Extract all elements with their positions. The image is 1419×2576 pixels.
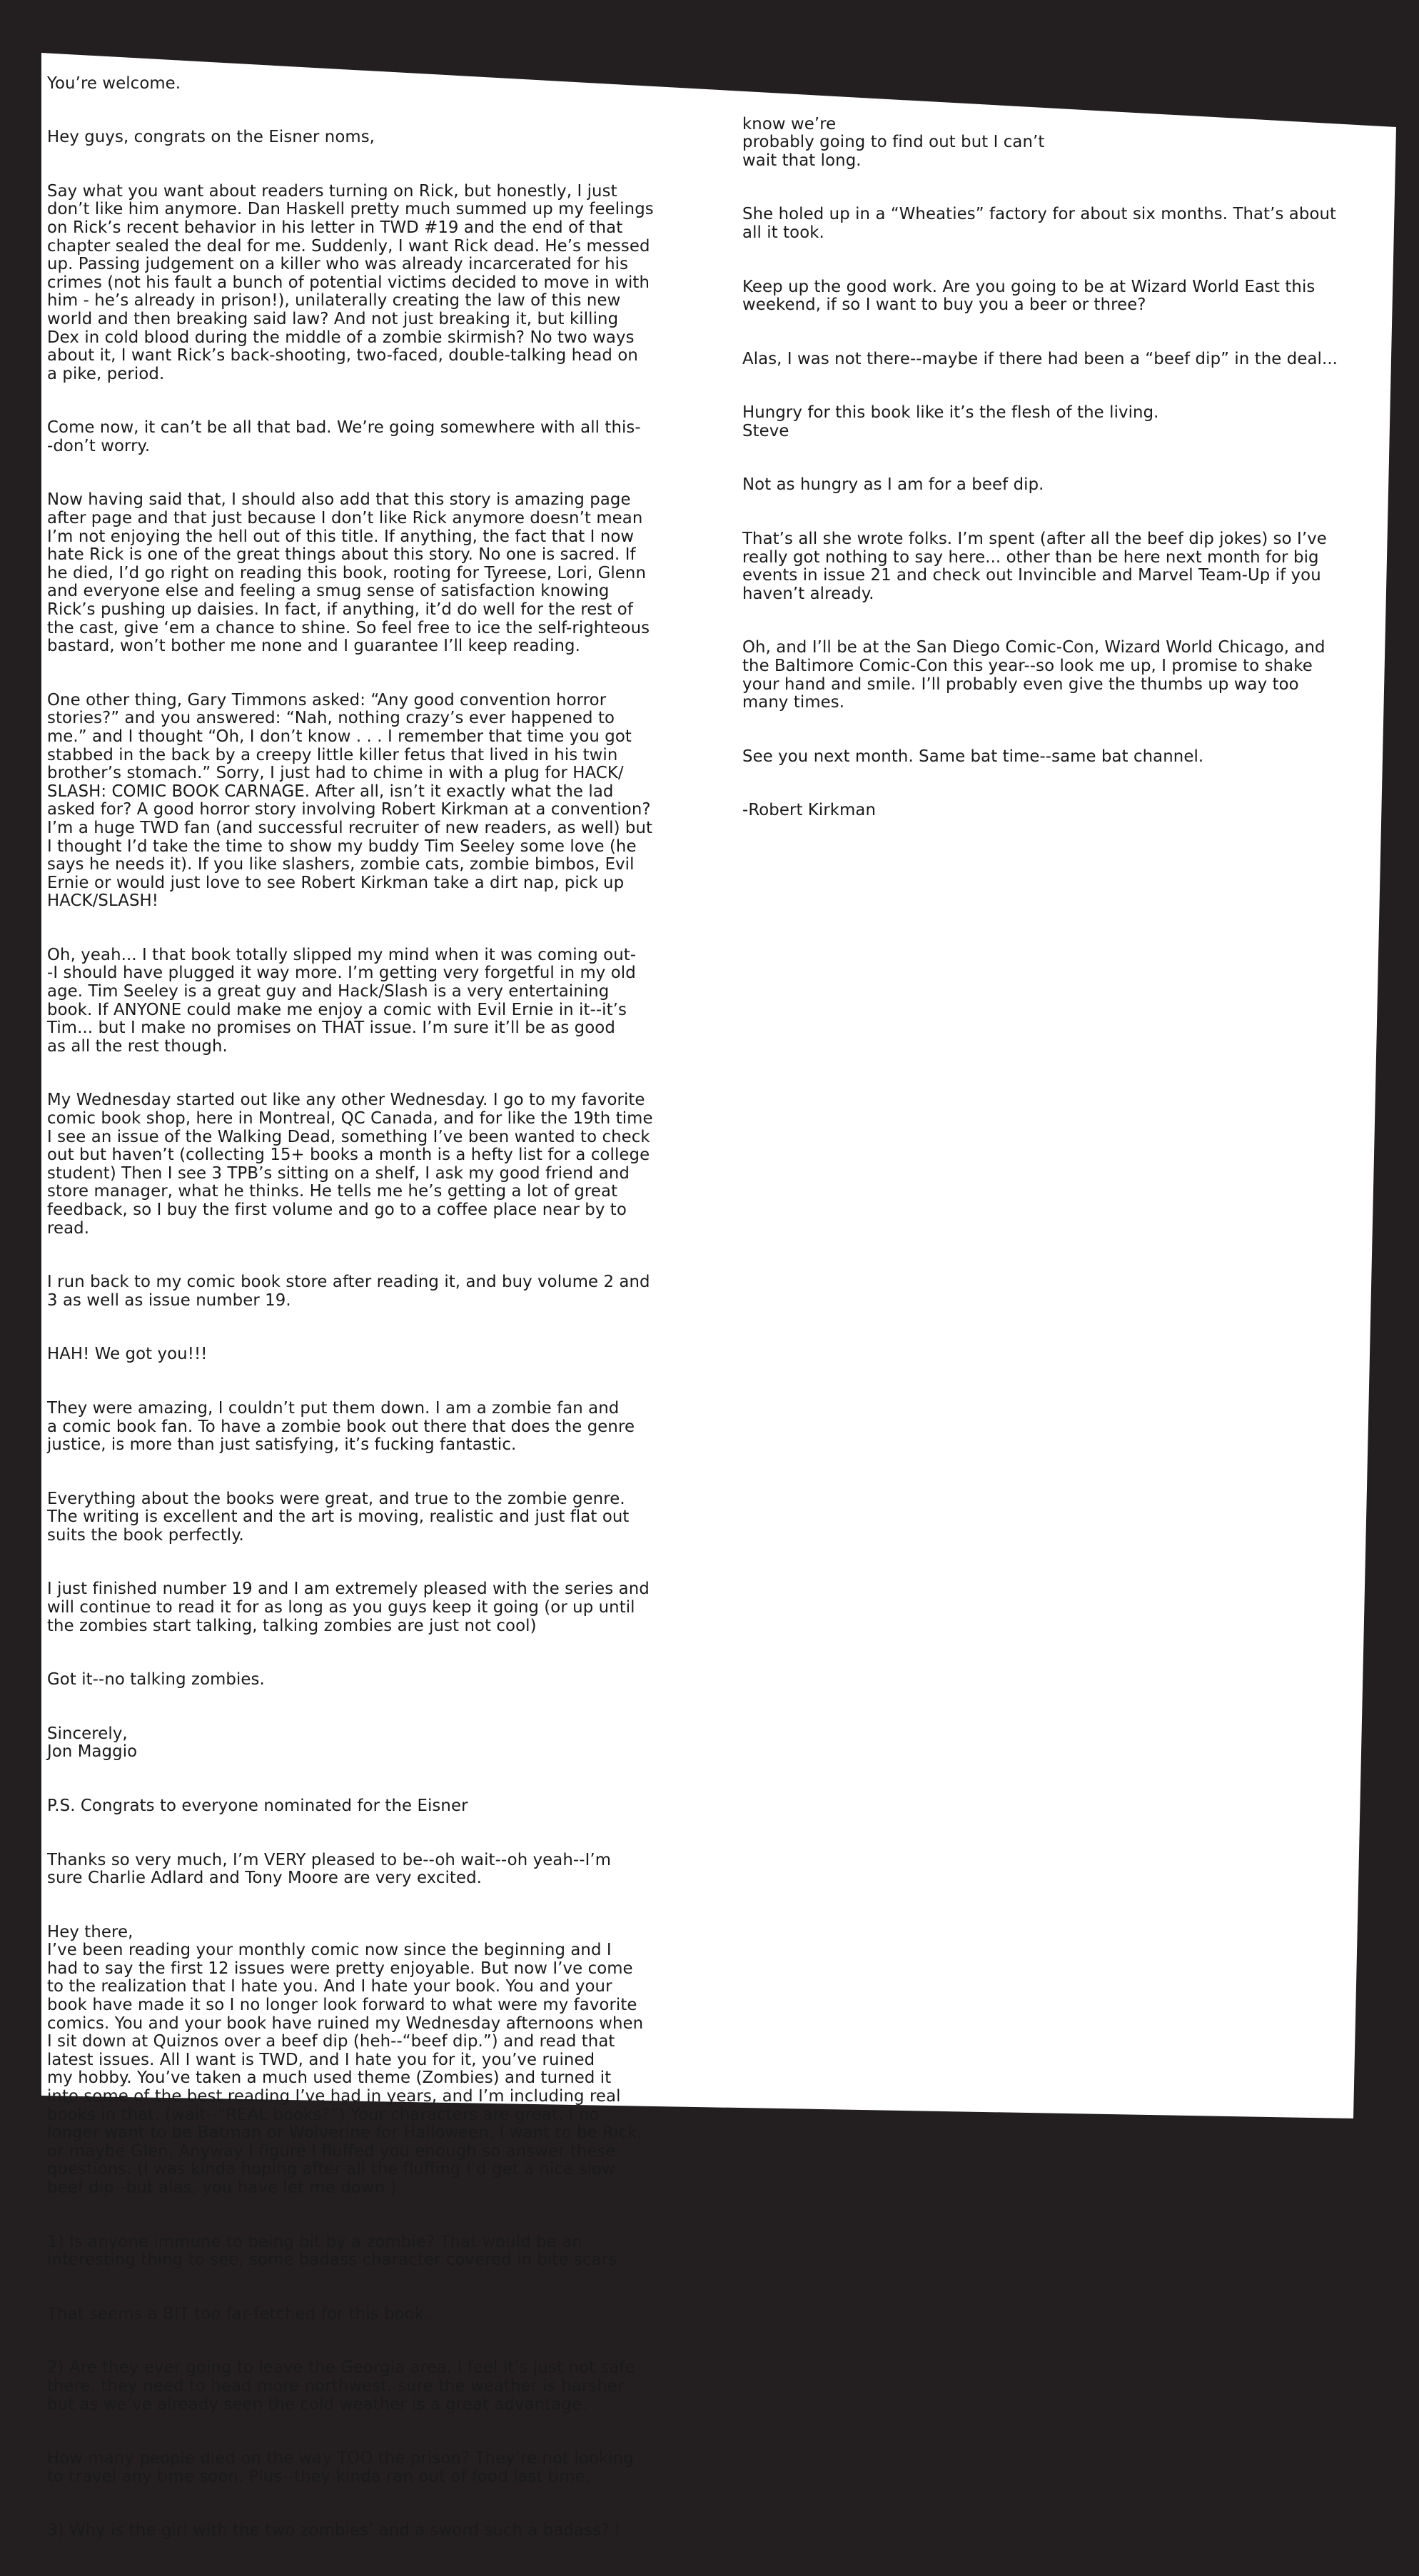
paragraph: HAH! We got you!!! (47, 1345, 208, 1364)
paragraph: How many people died on the way TOO the prison? They’re not looking to travel any time soon. Plus--they kinda ran out of food last time. (47, 2449, 634, 2486)
paragraph: 3) Why is the girl with the two zombies’ and a sword such a badass? I (47, 2521, 620, 2540)
paragraph: Not as hungry as I am for a beef dip. (742, 475, 1044, 495)
paragraph: Got it--no talking zombies. (47, 1670, 265, 1689)
paragraph: Now having said that, I should also add that this story is amazing page after page and that just because I don’t like Rick anymore doesn’t mean I’m not enjoying the hell out of this title. If anything, the fact that I now hate Rick is one of the great things about this story. No one is sacred. If he died, I’d go right on reading this book, rooting for Tyreese, Lori, Glenn and everyone else and feeling a smug sense of satisfaction knowing Rick’s pushing up daisies. In fact, if anything, it’d do well for the rest of the cast, give ‘em a chance to shine. So feel free to ice the self-righteous bastard, won’t bother me none and I guarantee I’ll keep reading. (47, 490, 650, 656)
paragraph: She holed up in a “Wheaties” factory for about six months. That’s about all it took. (742, 205, 1337, 242)
paragraph: See you next month. Same bat time--same bat channel. (742, 747, 1204, 766)
paragraph: Everything about the books were great, and true to the zombie genre. The writing is excellent and the art is moving, realistic and just flat out suits the book perfectly. (47, 1489, 630, 1545)
paragraph: 1) Is anyone immune to being bit by a zombie? That would be an interesting thing to see, some badass character covered in bite scars. (47, 2232, 622, 2270)
left-column (47, 56, 718, 2576)
paragraph: 2) Are they ever going to leave the Georgia area, I feel it’s just not safe there, they need to head more northwest, sure the weather is harsher but as we’ve already seen the cold weather is a great advantage. (47, 2358, 635, 2414)
paragraph: That’s all she wrote folks. I’m spent (after all the beef dip jokes) so I’ve really got nothing to say here... other than be here next month for big events in issue 21 and check out Invincible and Marvel Team-Up if you haven’t already. (742, 530, 1327, 603)
signature: -Robert Kirkman (742, 801, 877, 820)
paragraph: I just finished number 19 and I am extremely pleased with the series and will continue to read it for as long as you guys keep it going (or up until the zombies start talking, talking zombies are just not cool) (47, 1580, 650, 1635)
paragraph: Thanks so very much, I’m VERY pleased to be--oh wait--oh yeah--I’m sure Charlie Adlard and Tony Moore are very excited. (47, 1850, 612, 1888)
paragraph: Come now, it can’t be all that bad. We’re going somewhere with all this- -don’t worry. (47, 418, 641, 455)
paragraph: Alas, I was not there--maybe if there had been a “beef dip” in the deal... (742, 349, 1338, 368)
paragraph: know we’re probably going to find out but I can’t wait that long. (742, 114, 1045, 170)
right-column (742, 97, 1399, 856)
paragraph: Hungry for this book like it’s the flesh of the living. Steve (742, 403, 1159, 440)
paragraph: You’re welcome. (47, 74, 181, 93)
paragraph: Keep up the good work. Are you going to be at Wizard World East this weekend, if so I want to buy you a beer or three? (742, 277, 1316, 315)
paragraph: One other thing, Gary Timmons asked: “Any good convention horror stories?” and you answered: “Nah, nothing crazy’s ever happened to me.” and I thought “Oh, I don’t know . . . I remember that time you got stabbed in the back by a creepy little killer fetus that lived in his twin brother’s stomach.” Sorry, I just had to chime in with a plug for HACK/ SLASH: COMIC BOOK CARNAGE. After all, isn’t it exactly what the lad asked for? A good horror story involving Robert Kirkman at a convention? I’m a huge TWD fan (and successful recruiter of new readers, as well) but I thought I’d take the time to show my buddy Tim Seeley some love (he says he needs it). If you like slashers, zombie cats, zombie bimbos, Evil Ernie or would just love to see Robert Kirkman take a dirt nap, pick up HACK/SLASH! (47, 690, 653, 911)
paragraph: They were amazing, I couldn’t put them down. I am a zombie fan and a comic book fan. To have a zombie book out there that does the genre justice, is more than just satisfying, it’s fucking fantastic. (47, 1398, 635, 1455)
paragraph: Hey guys, congrats on the Eisner noms, (47, 128, 375, 147)
paragraph: P.S. Congrats to everyone nominated for the Eisner (47, 1796, 468, 1815)
paragraph: Sincerely, Jon Maggio (47, 1724, 138, 1762)
paragraph: Oh, yeah... I that book totally slipped my mind when it was coming out- -I should have plugged it way more. I’m getting very forgetful in my old age. Tim Seeley is a great guy and Hack/Slash is a very entertaining book. If ANYONE could make me enjoy a comic with Evil Ernie in it--it’s Tim... but I make no promises on THAT issue. I’m sure it’ll be as good as all the rest though. (47, 945, 637, 1056)
paragraph: That seems a BIT too far-fetched for this book. (47, 2304, 430, 2323)
paragraph: My Wednesday started out like any other Wednesday. I go to my favorite comic book shop, here in Montreal, QC Canada, and for like the 19th time I see an issue of the Walking Dead, something I’ve been wanted to check out but haven’t (collecting 15+ books a month is a hefty list for a college student) Then I see 3 TPB’s sitting on a shelf, I ask my good friend and store manager, what he thinks. He tells me he’s getting a lot of great feedback, so I buy the first volume and go to a coffee place near by to read. (47, 1091, 653, 1238)
paragraph: Hey there, I’ve been reading your monthly comic now since the beginning and I had to say the first 12 issues were pretty enjoyable. But now I’ve come to the realization that I hate you. And I hate your book. You and your book have made it so I no longer look forward to what were my favorite comics. You and your book have ruined my Wednesday afternoons when I sit down at Quiznos over a beef dip (heh--“beef dip.”) and read that latest issues. All I want is TWD, and I hate you for it, you’ve ruined my hobby. You’ve taken a much used theme (Zombies) and turned it into some of the best reading I’ve had in years, and I’m including real books in that. (wait--“REAL books?”) Your characters are great. I no longer want to be Batman or Wolverine for Halloween, I want to be Rick, or maybe Glen. Anyway I figure I fluffed you enough so answer these questions. (I was kinda hoping after all the fluffing I’d get a nice slow beef dip--but alas, you have let me down.) (47, 1922, 644, 2198)
paragraph: I run back to my comic book store after reading it, and buy volume 2 and 3 as well as issue number 19. (47, 1273, 650, 1310)
paragraph: Oh, and I’ll be at the San Diego Comic-Con, Wizard World Chicago, and the Baltimore Comic-Con this year--so look me up, I promise to shake your hand and smile. I’ll probably even give the thumbs up way too many times. (742, 638, 1325, 712)
paragraph: Say what you want about readers turning on Rick, but honestly, I just don’t like him anymore. Dan Haskell pretty much summed up my feelings on Rick’s recent behavior in his letter in TWD #19 and the end of that chapter sealed the deal for me. Suddenly, I want Rick dead. He’s messed up. Passing judgement on a killer who was already incarcerated for his crimes (not his fault a bunch of potential victims decided to move in with him - he’s already in prison!), unilaterally creating the law of this new world and then breaking said law? And not just breaking it, but killing Dex in cold blood during the middle of a zombie skirmish? No two ways about it, I want Rick’s back-shooting, two-faced, double-talking head on a pike, period. (47, 181, 654, 383)
